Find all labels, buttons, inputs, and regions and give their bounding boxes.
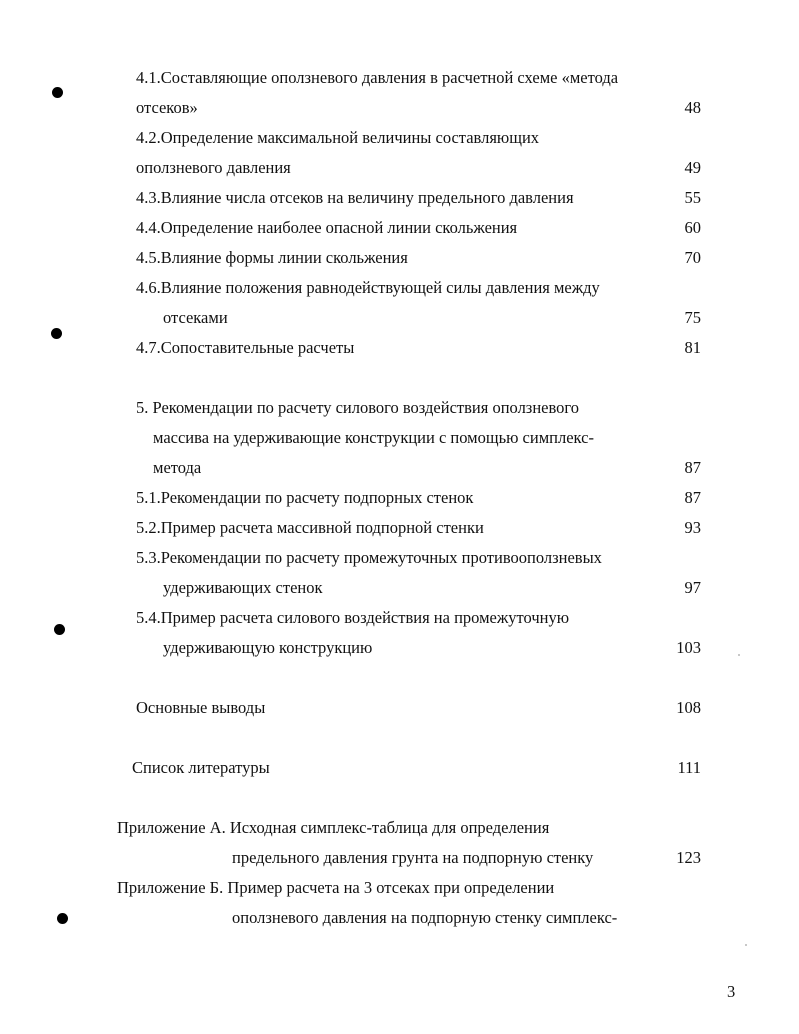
toc-entry-page: 123 bbox=[676, 848, 701, 867]
toc-entry-text: метода bbox=[153, 458, 202, 477]
toc-entry-page: 87 bbox=[684, 488, 701, 507]
toc-entry-page: 48 bbox=[684, 98, 701, 117]
toc-entry-page: 70 bbox=[684, 248, 701, 267]
toc-entry-text: отсеков» bbox=[136, 98, 198, 117]
toc-entry-text: массива на удерживающие конструкции с помощью симплекс- bbox=[153, 428, 594, 447]
toc-entry-page: 108 bbox=[676, 698, 701, 717]
toc-entry-text: удерживающую конструкцию bbox=[163, 638, 373, 657]
toc-entry-page: 81 bbox=[684, 338, 701, 357]
toc-entry-text: 4.3.Влияние числа отсеков на величину предельного давления bbox=[136, 188, 574, 207]
scan-speck bbox=[738, 654, 740, 656]
toc-entry-page: 87 bbox=[684, 458, 701, 477]
toc-entry-text: 4.7.Сопоставительные расчеты bbox=[136, 338, 355, 357]
toc-entry-page: 75 bbox=[684, 308, 701, 327]
punch-hole-2 bbox=[51, 328, 62, 339]
toc-entry-text: оползневого давления bbox=[136, 158, 291, 177]
toc-entry-text: 5.3.Рекомендации по расчету промежуточных противооползневых bbox=[136, 548, 602, 567]
toc-entry-text: 5.1.Рекомендации по расчету подпорных стенок bbox=[136, 488, 474, 507]
toc-entry-text: 5.2.Пример расчета массивной подпорной стенки bbox=[136, 518, 484, 537]
toc-entry-text: удерживающих стенок bbox=[163, 578, 323, 597]
page-number: 3 bbox=[727, 982, 736, 1001]
toc-entry-text: 4.1.Составляющие оползневого давления в расчетной схеме «метода bbox=[136, 68, 619, 87]
punch-hole-3 bbox=[54, 624, 65, 635]
toc-entry-page: 49 bbox=[684, 158, 701, 177]
toc-entry-text: 4.5.Влияние формы линии скольжения bbox=[136, 248, 408, 267]
toc-entry-page: 103 bbox=[676, 638, 701, 657]
toc-entry-text: Приложение А. Исходная симплекс-таблица для определения bbox=[117, 818, 550, 837]
toc-entry-page: 97 bbox=[684, 578, 701, 597]
toc-entry-text: 5.4.Пример расчета силового воздействия на промежуточную bbox=[136, 608, 570, 627]
toc-entry-text: 4.4.Определение наиболее опасной линии скольжения bbox=[136, 218, 518, 237]
toc-entry-text: оползневого давления на подпорную стенку симплекс- bbox=[232, 908, 618, 927]
toc-entry-text: Основные выводы bbox=[136, 698, 266, 717]
toc-entry-page: 93 bbox=[684, 518, 701, 537]
toc-entry-text: предельного давления грунта на подпорную стенку bbox=[232, 848, 594, 867]
toc-entry-page: 55 bbox=[684, 188, 701, 207]
punch-hole-4 bbox=[57, 913, 68, 924]
toc-entry-text: Список литературы bbox=[132, 758, 270, 777]
toc-entry-text: 4.2.Определение максимальной величины составляющих bbox=[136, 128, 540, 147]
toc-entry-page: 60 bbox=[684, 218, 701, 237]
punch-hole-1 bbox=[52, 87, 63, 98]
toc-entry-page: 111 bbox=[677, 758, 701, 777]
toc-entry-text: отсеками bbox=[163, 308, 228, 327]
scan-speck bbox=[745, 944, 747, 946]
toc-entry-text: Приложение Б. Пример расчета на 3 отсеках при определении bbox=[117, 878, 555, 897]
toc-entry-text: 4.6.Влияние положения равнодействующей силы давления между bbox=[136, 278, 600, 297]
toc-entry-text: 5. Рекомендации по расчету силового воздействия оползневого bbox=[136, 398, 580, 417]
